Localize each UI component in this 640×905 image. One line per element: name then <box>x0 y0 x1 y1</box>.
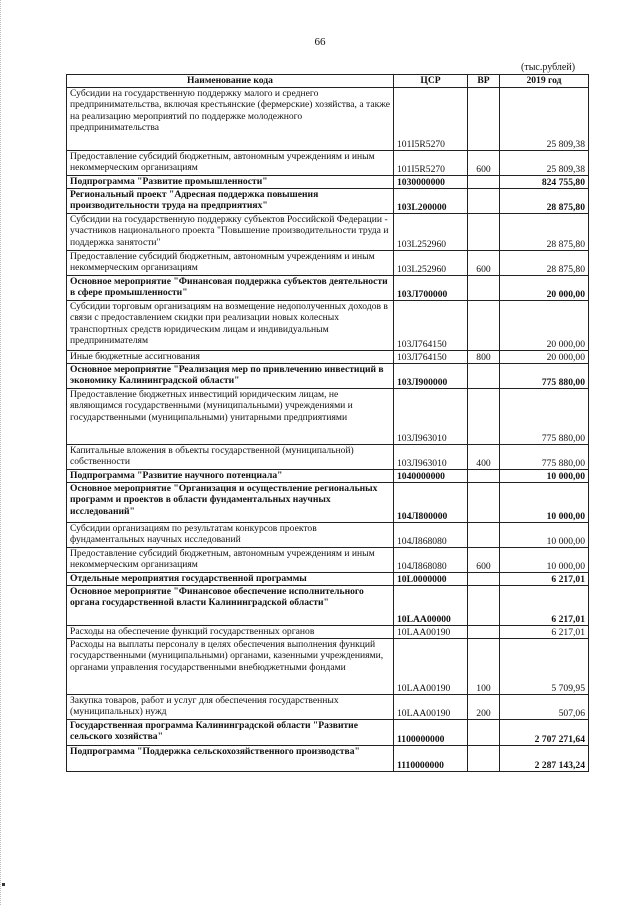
table-row <box>67 151 589 176</box>
row-csr-cell: 103Л963010 <box>394 389 468 445</box>
row-csr-cell: 103Л764150 <box>394 351 468 364</box>
row-name-cell: Государственная программа Калининградской области "Развитие сельского хозяйства" <box>67 720 394 746</box>
row-name-cell: Основное мероприятие "Организация и осуществление региональных программ и проектов в области фундаментальных научных исследований" <box>67 483 394 523</box>
row-amount-cell: 5 709,95 <box>500 639 589 695</box>
row-amount-cell: 10 000,00 <box>500 483 589 523</box>
table-row <box>67 389 589 445</box>
row-vr-cell <box>468 720 500 746</box>
row-amount-cell: 20 000,00 <box>500 301 589 351</box>
row-csr-cell: 104Л800000 <box>394 483 468 523</box>
row-amount-cell: 28 875,80 <box>500 214 589 251</box>
header-name: Наименование кода <box>67 75 394 88</box>
units-label: (тыс.рублей) <box>521 62 576 73</box>
header-vr: ВР <box>468 75 500 88</box>
row-csr-cell: 103Л700000 <box>394 276 468 301</box>
table-header-row <box>67 75 589 88</box>
row-name-cell: Предоставление субсидий бюджетным, автономным учреждениям и иным некоммерческим организациям <box>67 548 394 573</box>
row-amount-cell: 6 217,01 <box>500 626 589 639</box>
row-name-cell: Основное мероприятие "Реализация мер по привлечению инвестиций в экономику Калининградской области" <box>67 364 394 389</box>
row-name-cell: Подпрограмма "Развитие научного потенциала" <box>67 470 394 483</box>
row-name-cell: Субсидии организациям по результатам конкурсов проектов фундаментальных научных исследований <box>67 523 394 548</box>
row-vr-cell <box>468 214 500 251</box>
row-name-cell: Капитальные вложения в объекты государственной (муниципальной) собственности <box>67 445 394 470</box>
row-amount-cell: 2 287 143,24 <box>500 746 589 772</box>
row-csr-cell: 103L252960 <box>394 214 468 251</box>
row-name-cell: Отдельные мероприятия государственной программы <box>67 573 394 586</box>
row-amount-cell: 28 875,80 <box>500 189 589 214</box>
row-amount-cell: 6 217,01 <box>500 573 589 586</box>
margin-dot <box>2 883 5 886</box>
row-csr-cell: 101I5R5270 <box>394 151 468 176</box>
row-amount-cell: 10 000,00 <box>500 470 589 483</box>
row-csr-cell: 1030000000 <box>394 176 468 189</box>
row-name-cell: Иные бюджетные ассигнования <box>67 351 394 364</box>
row-vr-cell <box>468 523 500 548</box>
row-csr-cell: 1040000000 <box>394 470 468 483</box>
budget-table <box>66 74 589 772</box>
row-name-cell: Основное мероприятие "Финансовая поддержка субъектов деятельности в сфере промышленности" <box>67 276 394 301</box>
row-csr-cell: 103L252960 <box>394 251 468 276</box>
row-csr-cell: 10LAA00190 <box>394 639 468 695</box>
row-vr-cell <box>468 176 500 189</box>
row-name-cell: Расходы на выплаты персоналу в целях обеспечения выполнения функций государственными (муниципальными) органами, казенными учреждениями, органами управления государственными внебюджетными фондами <box>67 639 394 695</box>
table-row <box>67 351 589 364</box>
row-amount-cell: 775 880,00 <box>500 389 589 445</box>
table-row <box>67 276 589 301</box>
row-vr-cell <box>468 189 500 214</box>
row-amount-cell: 25 809,38 <box>500 151 589 176</box>
row-name-cell: Субсидии на государственную поддержку субъектов Российской Федерации - участников национального проекта "Повышение производительности труда и поддержка занятости" <box>67 214 394 251</box>
table-row <box>67 88 589 151</box>
row-amount-cell: 6 217,01 <box>500 586 589 626</box>
row-name-cell: Региональный проект "Адресная поддержка повышения производительности труда на предприятиях" <box>67 189 394 214</box>
row-vr-cell <box>468 626 500 639</box>
row-csr-cell: 101I5R5270 <box>394 88 468 151</box>
row-vr-cell: 600 <box>468 548 500 573</box>
row-amount-cell: 10 000,00 <box>500 523 589 548</box>
row-vr-cell <box>468 746 500 772</box>
row-vr-cell: 100 <box>468 639 500 695</box>
table-row <box>67 251 589 276</box>
row-csr-cell: 10L0000000 <box>394 573 468 586</box>
row-csr-cell: 1100000000 <box>394 720 468 746</box>
table-row <box>67 523 589 548</box>
table-row <box>67 573 589 586</box>
row-name-cell: Предоставление субсидий бюджетным, автономным учреждениям и иным некоммерческим организациям <box>67 151 394 176</box>
table-row <box>67 214 589 251</box>
row-amount-cell: 507,06 <box>500 695 589 720</box>
row-vr-cell: 600 <box>468 151 500 176</box>
row-csr-cell: 103Л963010 <box>394 445 468 470</box>
table-row <box>67 695 589 720</box>
table-row <box>67 720 589 746</box>
row-vr-cell <box>468 483 500 523</box>
row-amount-cell: 775 880,00 <box>500 445 589 470</box>
row-amount-cell: 20 000,00 <box>500 351 589 364</box>
row-csr-cell: 104Л868080 <box>394 548 468 573</box>
row-amount-cell: 28 875,80 <box>500 251 589 276</box>
row-name-cell: Предоставление субсидий бюджетным, автономным учреждениям и иным некоммерческим организациям <box>67 251 394 276</box>
table-row <box>67 746 589 772</box>
table-row <box>67 445 589 470</box>
row-vr-cell: 600 <box>468 251 500 276</box>
header-year: 2019 год <box>500 75 589 88</box>
row-vr-cell <box>468 586 500 626</box>
table-row <box>67 301 589 351</box>
row-csr-cell: 103Л764150 <box>394 301 468 351</box>
page-number: 66 <box>314 36 326 48</box>
row-vr-cell <box>468 276 500 301</box>
row-vr-cell <box>468 389 500 445</box>
header-csr: ЦСР <box>394 75 468 88</box>
row-csr-cell: 10LAA00190 <box>394 695 468 720</box>
row-name-cell: Основное мероприятие "Финансовое обеспечение исполнительного органа государственной власти Калининградской области" <box>67 586 394 626</box>
row-vr-cell <box>468 364 500 389</box>
table-row <box>67 189 589 214</box>
table-row <box>67 626 589 639</box>
table-row <box>67 586 589 626</box>
table-row <box>67 483 589 523</box>
row-amount-cell: 824 755,80 <box>500 176 589 189</box>
row-amount-cell: 20 000,00 <box>500 276 589 301</box>
row-csr-cell: 10LAA00190 <box>394 626 468 639</box>
table-body <box>67 88 589 772</box>
row-amount-cell: 2 707 271,64 <box>500 720 589 746</box>
row-vr-cell: 200 <box>468 695 500 720</box>
table-row <box>67 548 589 573</box>
row-csr-cell: 10LAA00000 <box>394 586 468 626</box>
table-row <box>67 364 589 389</box>
row-vr-cell <box>468 573 500 586</box>
row-vr-cell <box>468 88 500 151</box>
table-row <box>67 639 589 695</box>
row-vr-cell: 400 <box>468 445 500 470</box>
table-row <box>67 470 589 483</box>
row-vr-cell: 800 <box>468 351 500 364</box>
row-name-cell: Расходы на обеспечение функций государственных органов <box>67 626 394 639</box>
row-amount-cell: 10 000,00 <box>500 548 589 573</box>
row-csr-cell: 1110000000 <box>394 746 468 772</box>
row-name-cell: Предоставление бюджетных инвестиций юридическим лицам, не являющимся государственными (муниципальными) учреждениями и государственными (муниципальными) унитарными предприятиями <box>67 389 394 445</box>
table-row <box>67 176 589 189</box>
row-name-cell: Подпрограмма "Поддержка сельскохозяйственного производства" <box>67 746 394 772</box>
row-vr-cell <box>468 470 500 483</box>
row-name-cell: Подпрограмма "Развитие промышленности" <box>67 176 394 189</box>
row-amount-cell: 775 880,00 <box>500 364 589 389</box>
row-amount-cell: 25 809,38 <box>500 88 589 151</box>
row-name-cell: Субсидии торговым организациям на возмещение недополученных доходов в связи с предоставлением скидки при реализации новых колесных транспортных средств юридическим лицам и индивидуальным предпринимателям <box>67 301 394 351</box>
page-edge-marks <box>0 0 7 905</box>
row-name-cell: Закупка товаров, работ и услуг для обеспечения государственных (муниципальных) нужд <box>67 695 394 720</box>
row-csr-cell: 103L200000 <box>394 189 468 214</box>
row-vr-cell <box>468 301 500 351</box>
row-name-cell: Субсидии на государственную поддержку малого и среднего предпринимательства, включая крестьянские (фермерские) хозяйства, а также на реализацию мероприятий по поддержке молодежного предпринимательства <box>67 88 394 151</box>
row-csr-cell: 103Л900000 <box>394 364 468 389</box>
row-csr-cell: 104Л868080 <box>394 523 468 548</box>
